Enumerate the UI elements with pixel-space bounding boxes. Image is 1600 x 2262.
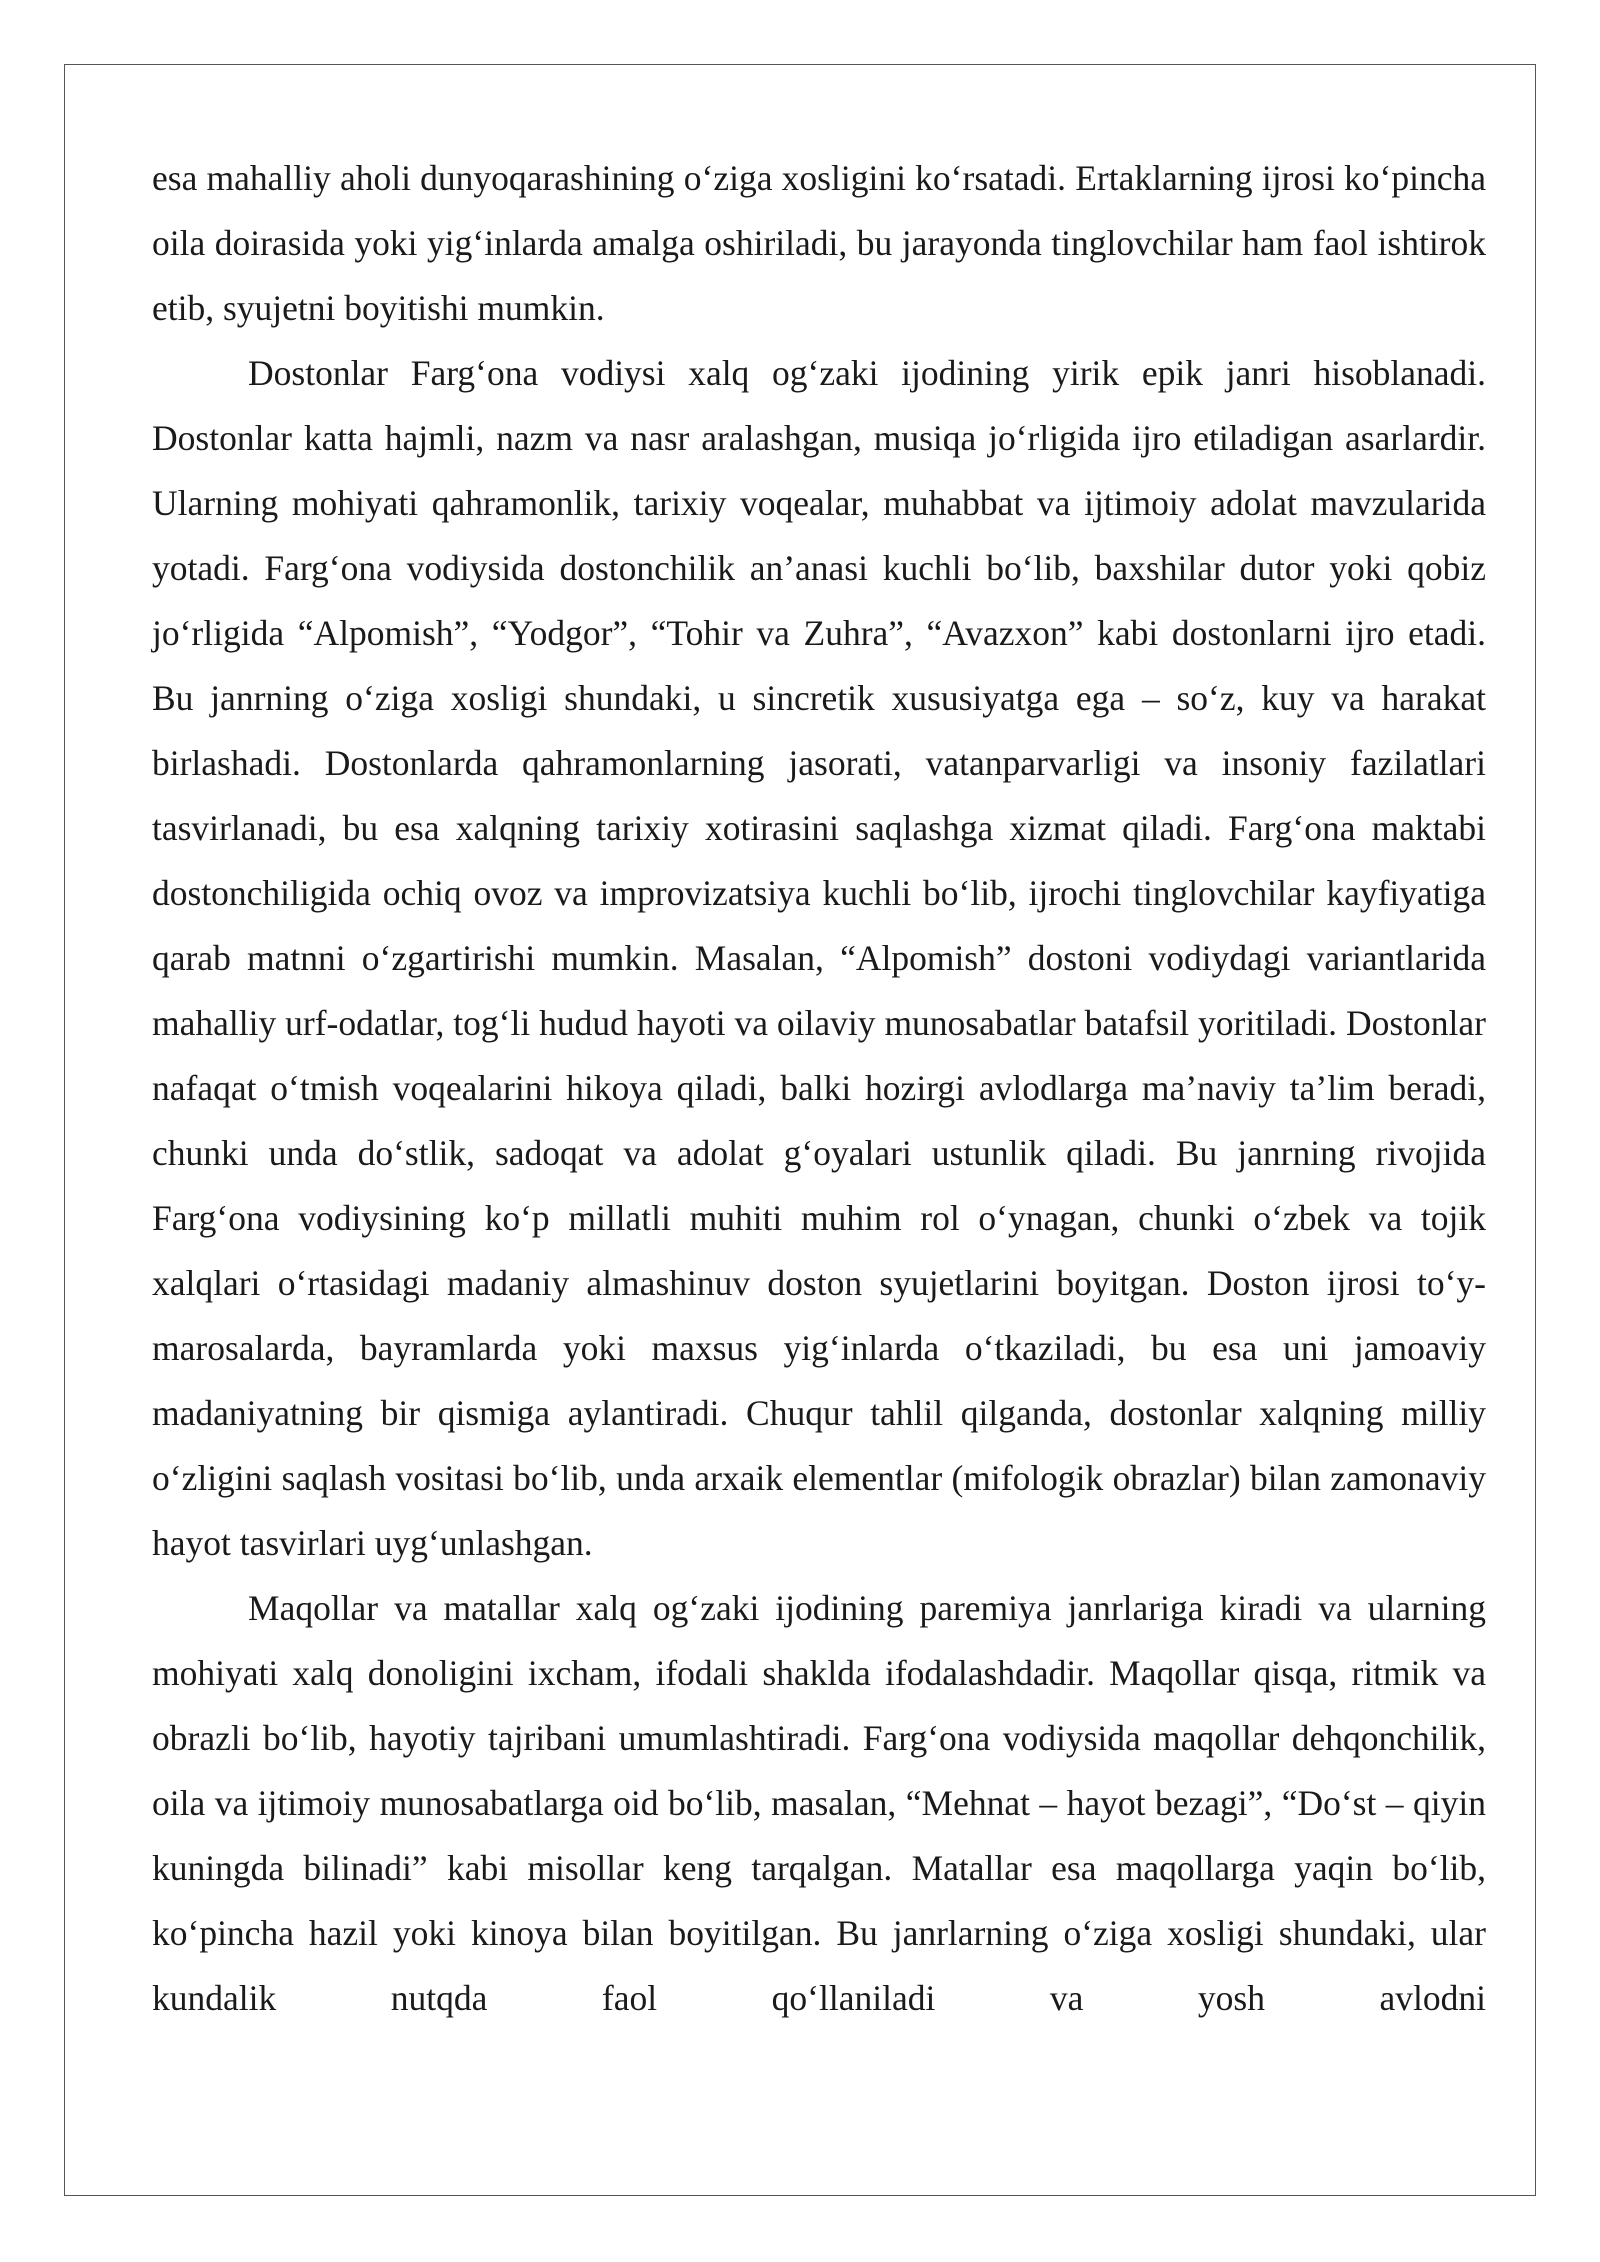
paragraph-dostonlar: Dostonlar Farg‘ona vodiysi xalq og‘zaki ijodining yirik epik janri hisoblanadi. Dostonlar katta hajmli, nazm va nasr aralashgan, musiqa jo‘rligida ijro etiladigan asarlardir. Ularning mohiyati qahramonlik, tarixiy voqealar, muhabbat va ijtimoiy adolat mavzularida yotadi. Farg‘ona vodiysida dostonchilik an’anasi kuchli bo‘lib, baxshilar dutor yoki qobiz jo‘rligida “Alpomish”, “Yodgor”, “Tohir va Zuhra”, “Avazxon” kabi dostonlarni ijro etadi. Bu janrning o‘ziga xosligi shundaki, u sincretik xususiyatga ega – so‘z, kuy va harakat birlashadi. Dostonlarda qahramonlarning jasorati, vatanparvarligi va insoniy fazilatlari tasvirlanadi, bu esa xalqning tarixiy xotirasini saqlashga xizmat qiladi. Farg‘ona maktabi dostonchiligida ochiq ovoz va improvizatsiya kuchli bo‘lib, ijrochi tinglovchilar kayfiyatiga qarab matnni o‘zgartirishi mumkin. Masalan, “Alpomish” dostoni vodiydagi variantlarida mahalliy urf-odatlar, tog‘li hudud hayoti va oilaviy munosabatlar batafsil yoritiladi. Dostonlar nafaqat o‘tmish voqealarini hikoya qiladi, balki hozirgi avlodlarga ma’naviy ta’lim beradi, chunki unda do‘stlik, sadoqat va adolat g‘oyalari ustunlik qiladi. Bu janrning rivojida Farg‘ona vodiysining ko‘p millatli muhiti muhim rol o‘ynagan, chunki o‘zbek va tojik xalqlari o‘rtasidagi madaniy almashinuv doston syujetlarini boyitgan. Doston ijrosi to‘y-marosalarda, bayramlarda yoki maxsus yig‘inlarda o‘tkaziladi, bu esa uni jamoaviy madaniyatning bir qismiga aylantiradi. Chuqur tahlil qilganda, dostonlar xalqning milliy o‘zligini saqlash vositasi bo‘lib, unda arxaik elementlar (mifologik obrazlar) bilan zamonaviy hayot tasvirlari uyg‘unlashgan. — [152, 353, 1486, 1563]
document-body — [152, 146, 1486, 2031]
paragraph-ertaklar-continuation: esa mahalliy aholi dunyoqarashining o‘ziga xosligini ko‘rsatadi. Ertaklarning ijrosi ko‘pincha oila doirasida yoki yig‘inlarda amalga oshiriladi, bu jarayonda tinglovchilar ham faol ishtirok etib, syujetni boyitishi mumkin. — [152, 158, 1486, 328]
paragraph-maqollar: Maqollar va matallar xalq og‘zaki ijodining paremiya janrlariga kiradi va ularning mohiyati xalq donoligini ixcham, ifodali shaklda ifodalashdadir. Maqollar qisqa, ritmik va obrazli bo‘lib, hayotiy tajribani umumlashtiradi. Farg‘ona vodiysida maqollar dehqonchilik, oila va ijtimoiy munosabatlarga oid bo‘lib, masalan, “Mehnat – hayot bezagi”, “Do‘st – qiyin kuningda bilinadi” kabi misollar keng tarqalgan. Matallar esa maqollarga yaqin bo‘lib, ko‘pincha hazil yoki kinoya bilan boyitilgan. Bu janrlarning o‘ziga xosligi shundaki, ular kundalik nutqda faol qo‘llaniladi va yosh avlodni — [152, 1588, 1486, 2018]
